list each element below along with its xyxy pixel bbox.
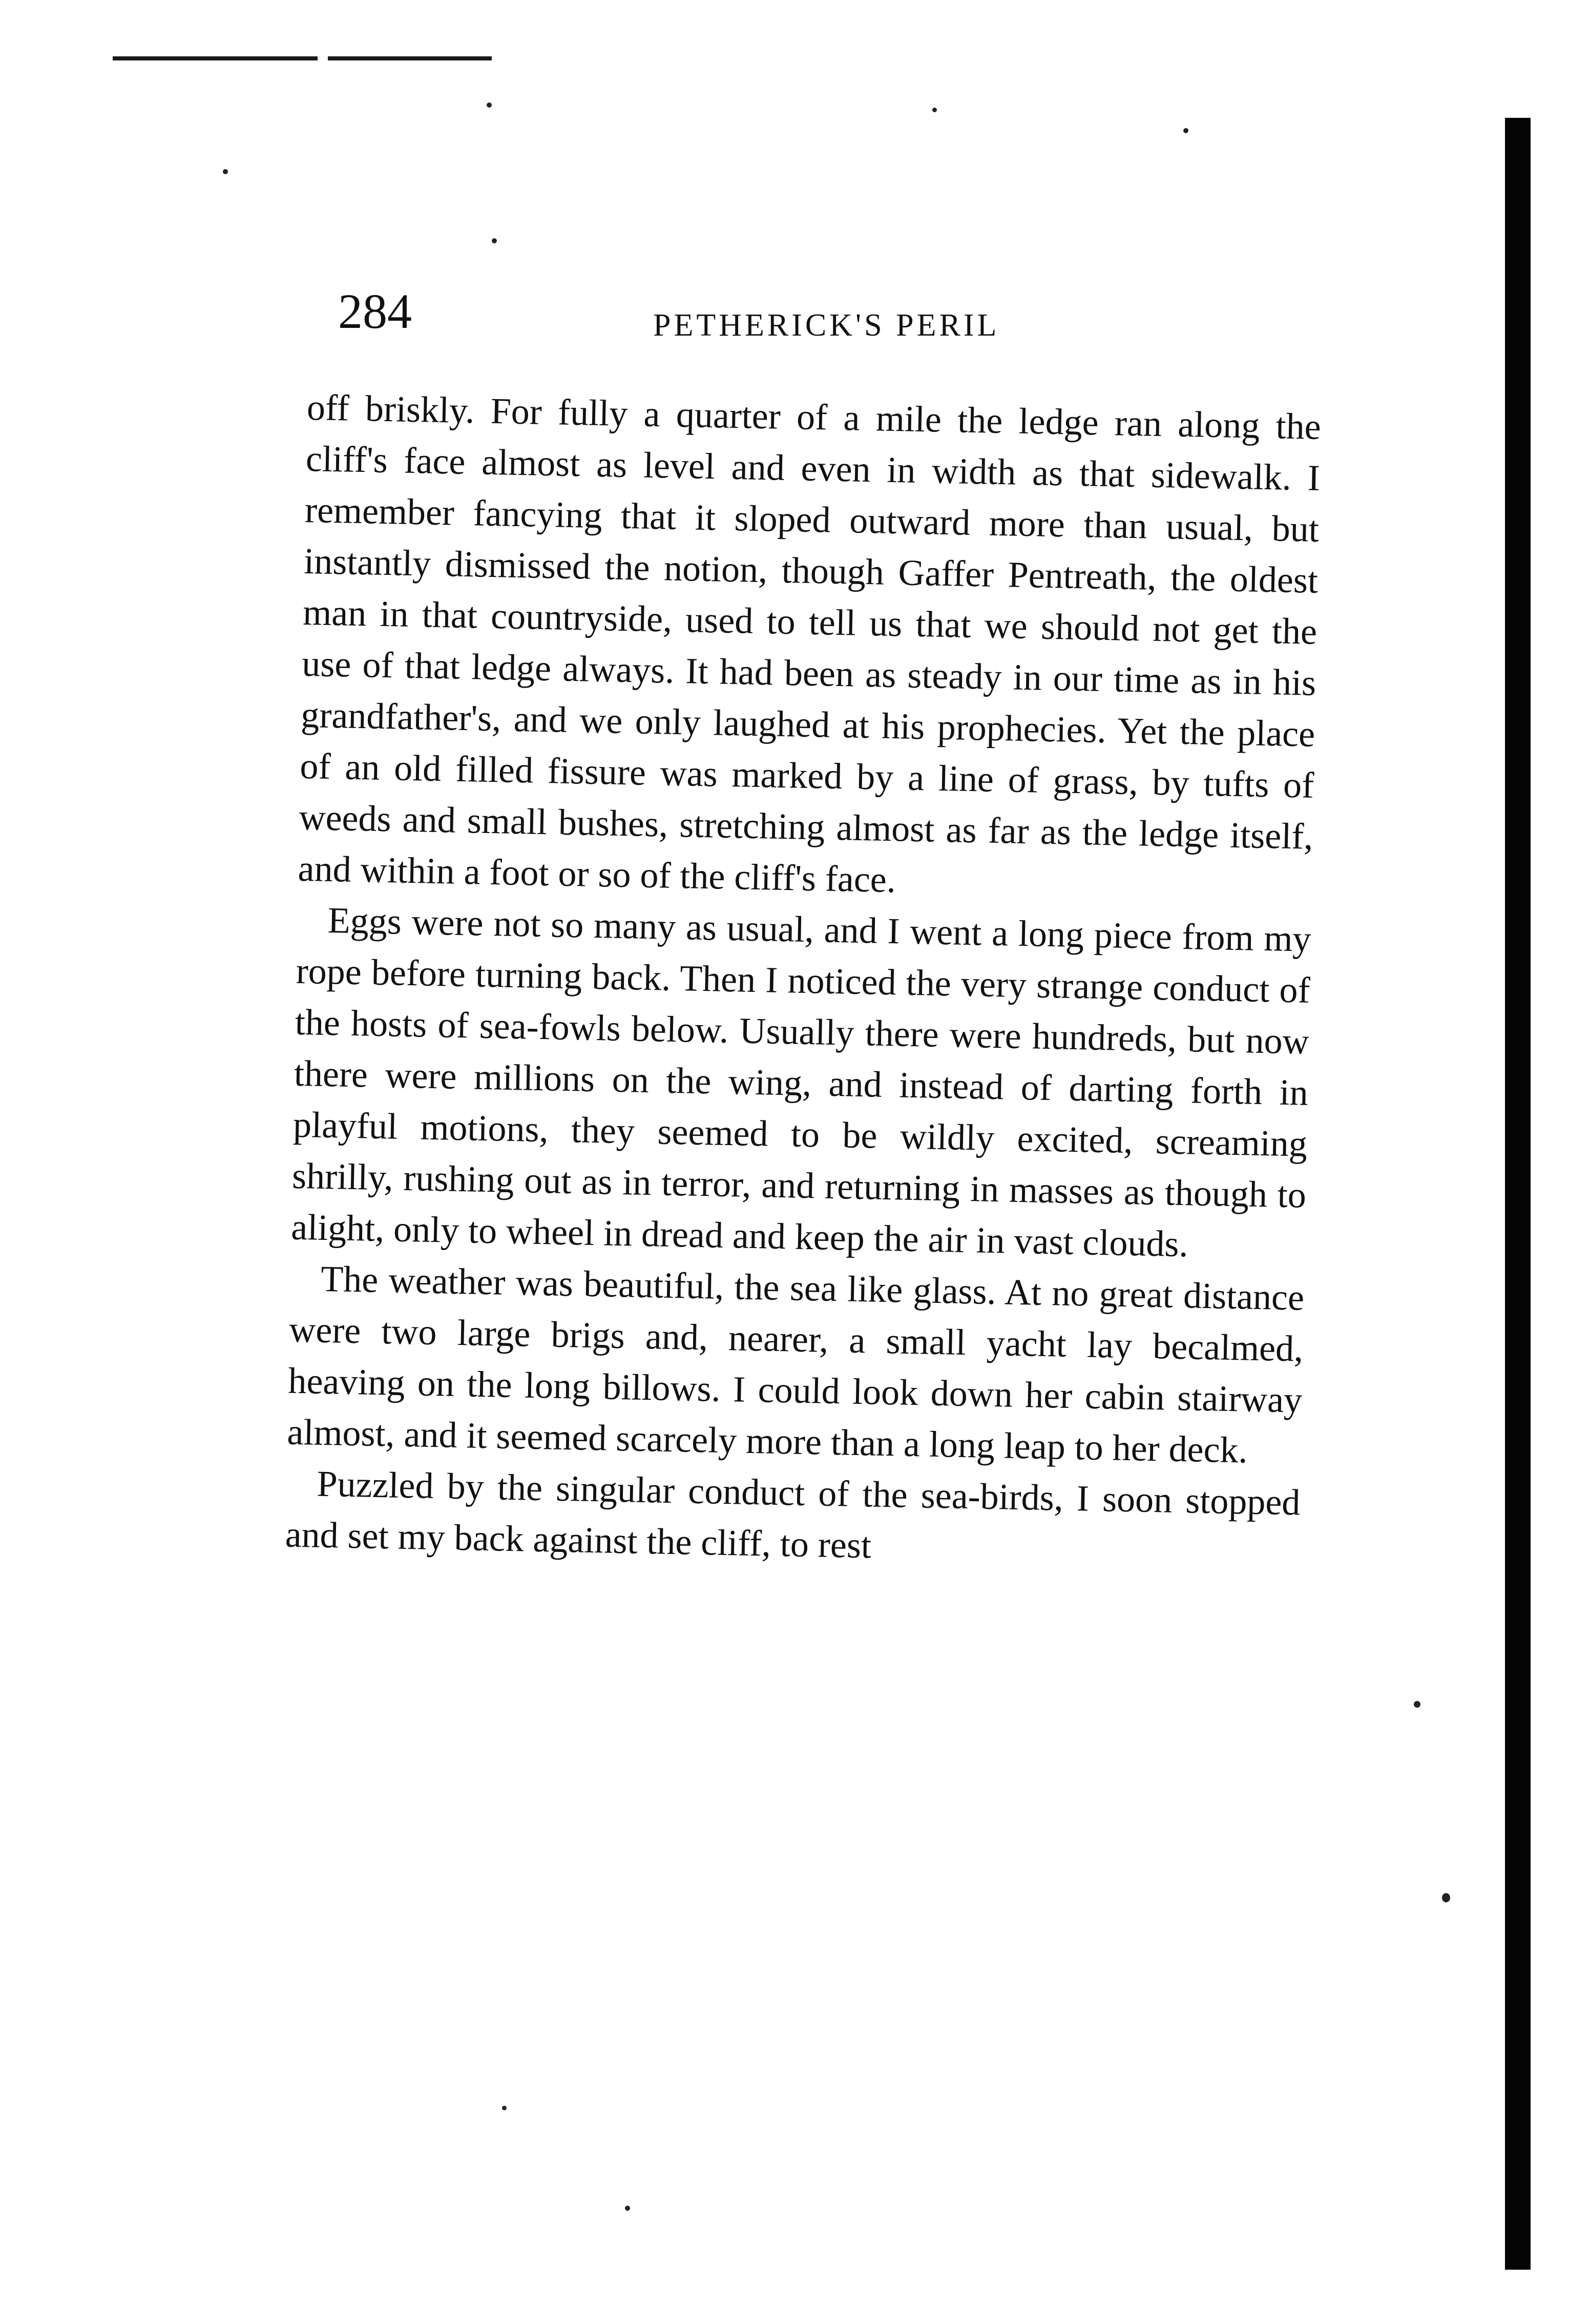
scan-speck: [492, 238, 497, 243]
scan-artifact-top-line: [328, 56, 492, 60]
paragraph: Eggs were not so many as usual, and I went a long piece from my rope before turning back. Then I noticed the very strange conduct of the hosts of sea-fowls below. Usually there were hundreds, but now there were millions on the wing, and instead of darting forth in playful motions, they seemed to be wildly excited, screaming shrilly, rushing out as in terror, and returning in masses as though to alight, only to wheel in dread and keep the air in vast clouds.: [290, 899, 1312, 1265]
scan-speck: [1414, 1701, 1420, 1708]
running-head: PETHERICK'S PERIL: [653, 308, 1000, 343]
paragraph: The weather was beautiful, the sea like glass. At no great distance were two large brigs and, nearer, a small yacht lay becalmed, heaving on the long billows. I could look down her cabin stairway almost, and it seemed scarcely more than a long leap to her deck.: [286, 1258, 1305, 1471]
page-header: [338, 284, 1081, 359]
scan-speck: [1442, 1893, 1450, 1902]
paragraph: Puzzled by the singular conduct of the sea-birds, I soon stopped and set my back against the cliff, to rest: [285, 1463, 1301, 1566]
scan-speck: [223, 169, 228, 174]
scan-speck: [625, 2206, 630, 2211]
paragraph: off briskly. For fully a quarter of a mile the ledge ran along the cliff's face almost as level and even in width as that sidewalk. I remember fancying that it sloped outward more than usual, but instantly dismissed the notion, though Gaffer Pentreath, the oldest man in that countryside, used to tell us that we should not get the use of that ledge always. It had been as steady in our time as in his grandfather's, and we only laughed at his prophecies. Yet the place of an old filled fissure was marked by a line of grass, by tufts of weeds and small bushes, stretching almost as far as the ledge itself, and within a foot or so of the cliff's face.: [297, 386, 1322, 901]
scan-artifact-top-line: [113, 56, 318, 60]
scan-speck: [1183, 128, 1188, 133]
scan-speck: [932, 108, 937, 112]
scan-speck: [502, 2106, 507, 2110]
scan-speck: [487, 102, 492, 108]
page-edge-shadow: [1505, 118, 1531, 2270]
page-number: 284: [338, 284, 412, 339]
body-text: [285, 382, 1322, 1580]
